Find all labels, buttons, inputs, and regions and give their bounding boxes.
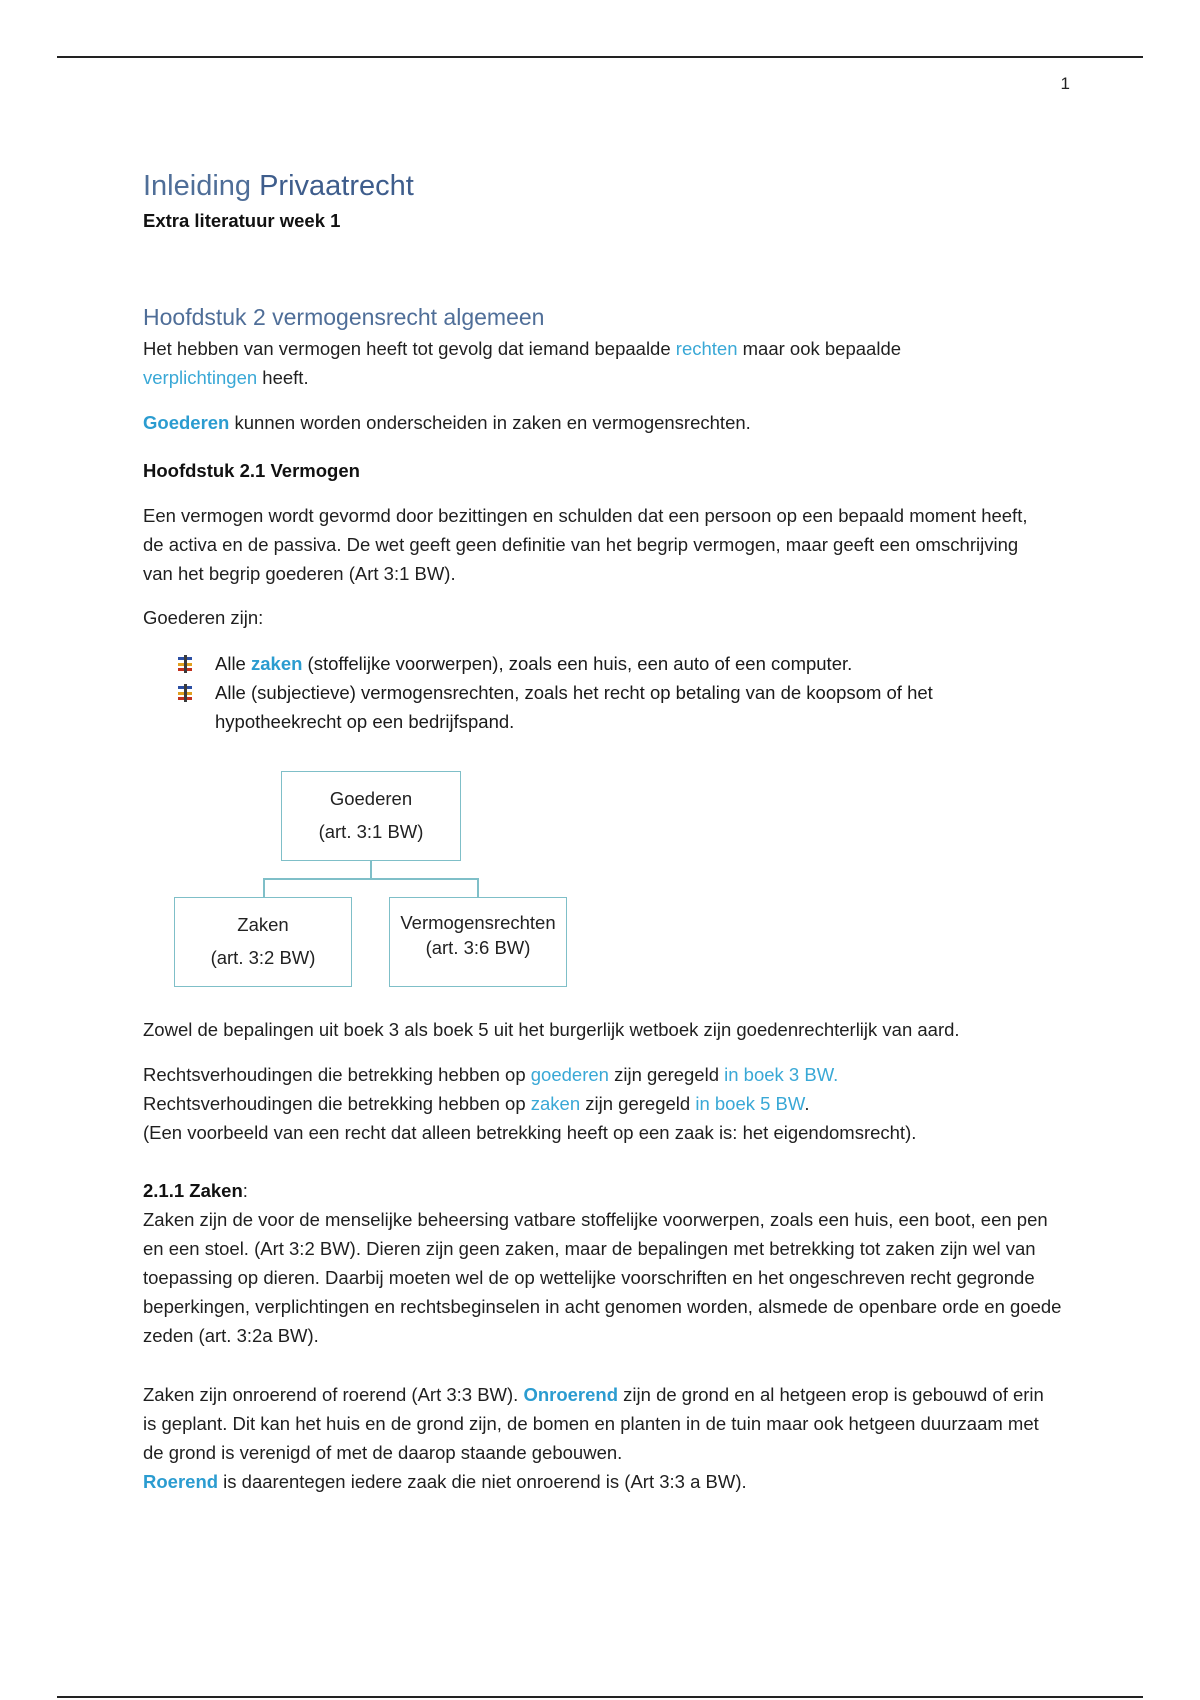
list-item: Alle (subjectieve) vermogensrechten, zoals het recht op betaling van de koopsom of het hypotheekrecht op een bedrijfspand. xyxy=(176,678,1015,736)
section-2-1-1-paragraph-2: Zaken zijn onroerend of roerend (Art 3:3 BW). Onroerend zijn de grond en al hetgeen erop is gebouwd of erin is geplant. Dit kan het huis en de grond zijn, de bomen en planten in de tuin maar ook hetgeen duurzaam met de grond is verenigd of met de daarop staande gebouwen. Roerend is daarentegen iedere zaak die niet onroerend is (Art 3:3 a BW). xyxy=(143,1384,1044,1492)
diagram-connector-bar xyxy=(263,878,479,880)
list-item: Alle zaken (stoffelijke voorwerpen), zoals een huis, een auto of een computer. xyxy=(176,649,1076,678)
diagram-connector-right xyxy=(477,878,479,898)
rechtsverhoudingen-paragraph: Rechtsverhoudingen die betrekking hebben op goederen zijn geregeld in boek 3 BW. Rechtsverhoudingen die betrekking hebben op zaken zijn geregeld in boek 5 BW. (Een voorbeeld van een recht dat alleen betrekking heeft op een zaak is: het eigendomsrecht). xyxy=(143,1064,917,1143)
diagram-connector-stem xyxy=(370,861,372,879)
chapter-paragraph-2: Goederen kunnen worden onderscheiden in zaken en vermogensrechten. xyxy=(143,412,751,433)
zaken-link[interactable]: zaken xyxy=(251,653,303,674)
diagram-connector-left xyxy=(263,878,265,898)
chapter-paragraph-1: Het hebben van vermogen heeft tot gevolg dat iemand bepaalde rechten maar ook bepaalde verplichtingen heeft. xyxy=(143,338,902,388)
title-word-2: Privaatrecht xyxy=(259,170,414,202)
diagram-node-goederen: Goederen (art. 3:1 BW) xyxy=(281,771,461,861)
bottom-rule xyxy=(57,1696,1143,1698)
document-subtitle: Extra literatuur week 1 xyxy=(143,210,341,231)
arrow-bullet-icon xyxy=(176,655,194,673)
chapter-heading: Hoofdstuk 2 vermogensrecht algemeen xyxy=(143,304,545,330)
arrow-bullet-icon xyxy=(176,684,194,702)
boek-5-link[interactable]: in boek 5 BW xyxy=(695,1093,805,1114)
onroerend-link[interactable]: Onroerend xyxy=(523,1384,619,1405)
rechten-link[interactable]: rechten xyxy=(675,338,738,359)
section-2-1-1-heading: 2.1.1 Zaken: xyxy=(143,1180,248,1201)
zaken-inline-link[interactable]: zaken xyxy=(530,1093,581,1114)
boek-paragraph: Zowel de bepalingen uit boek 3 als boek 5 uit het burgerlijk wetboek zijn goedenrechterlijk van aard. xyxy=(143,1019,960,1040)
title-word-1: Inleiding xyxy=(143,170,252,202)
top-rule xyxy=(57,56,1143,58)
goederen-zijn-label: Goederen zijn: xyxy=(143,607,264,628)
boek-3-link[interactable]: in boek 3 BW. xyxy=(724,1064,839,1085)
diagram-node-vermogensrechten: Vermogensrechten (art. 3:6 BW) xyxy=(389,897,567,987)
page-number: 1 xyxy=(1060,74,1070,93)
roerend-link[interactable]: Roerend xyxy=(143,1471,219,1492)
section-2-1-1-paragraph-1: Zaken zijn de voor de menselijke beheersing vatbare stoffelijke voorwerpen, zoals een huis, een boot, een pen en een stoel. (Art 3:2 BW). Dieren zijn geen zaken, maar de bepalingen met betrekking tot zaken zijn wel van toepassing op dieren. Daarbij moeten wel de op wettelijke voorschriften en het ongeschreven recht gegronde beperkingen, verplichtingen en rechtsbeginselen in acht genomen worden, alsmede de openbare orde en goede zeden (art. 3:2a BW). xyxy=(143,1209,1062,1346)
document-title xyxy=(143,168,414,204)
section-2-1-heading: Hoofdstuk 2.1 Vermogen xyxy=(143,460,360,481)
section-2-1-paragraph: Een vermogen wordt gevormd door bezittingen en schulden dat een persoon op een bepaald moment heeft, de activa en de passiva. De wet geeft geen definitie van het begrip vermogen, maar geeft een omschrijving van het begrip goederen (Art 3:1 BW). xyxy=(143,505,1028,584)
verplichtingen-link[interactable]: verplichtingen xyxy=(143,367,258,388)
goederen-link[interactable]: Goederen xyxy=(143,412,230,433)
goederen-list xyxy=(176,649,1076,736)
diagram-node-zaken: Zaken (art. 3:2 BW) xyxy=(174,897,352,987)
goederen-inline-link[interactable]: goederen xyxy=(530,1064,609,1085)
goederen-diagram xyxy=(170,768,590,988)
